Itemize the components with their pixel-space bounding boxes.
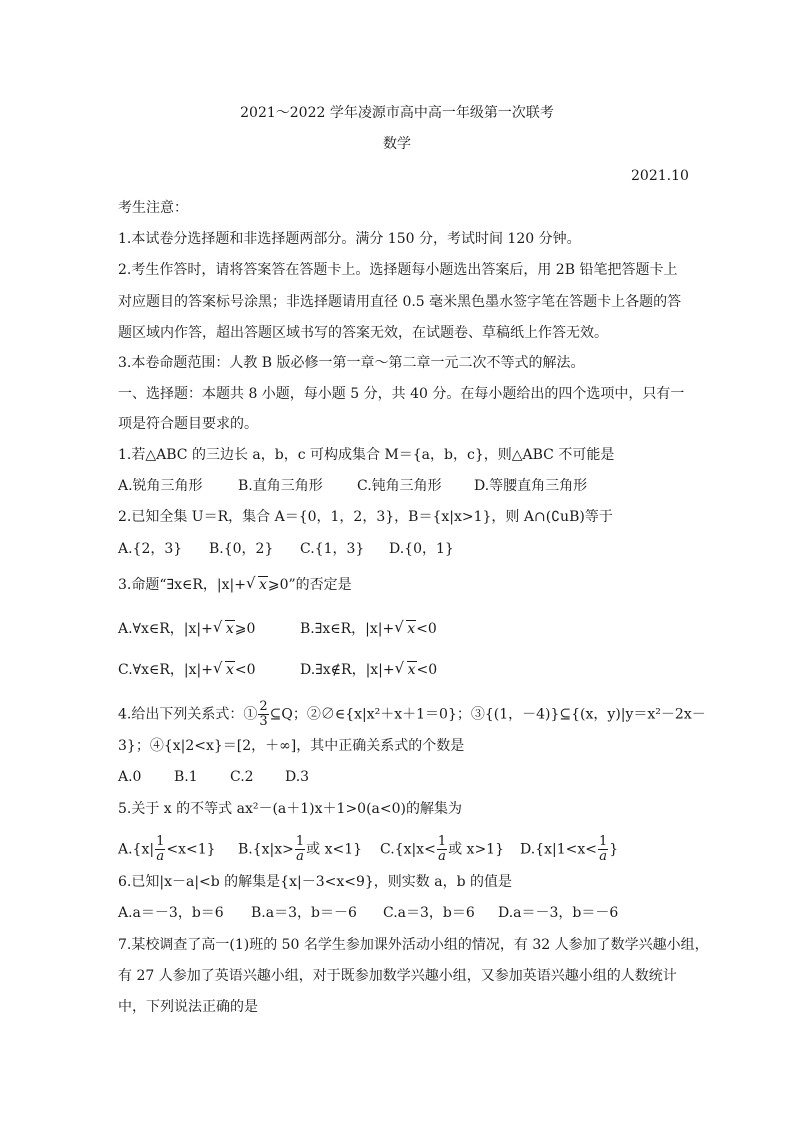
radicand: x <box>258 577 267 593</box>
question-7-stem: 7.某校调查了高一(1)班的 50 名学生参加课外活动小组的情况，有 32 人参加了数学兴趣小组， <box>118 937 709 953</box>
section-heading-cont: 项是符合题目要求的。 <box>118 416 258 432</box>
notice-heading: 考生注意： <box>118 200 188 216</box>
sqrt-symbol: √ x <box>213 660 235 680</box>
option-c: C.{x|x< $\frac{1}{a}$ 或 x>1} <box>380 834 504 864</box>
option-c: C.a＝3，b＝6 <box>383 905 475 921</box>
option-a: A.{2，3} <box>118 541 183 557</box>
option-c: C.钝角三角形 <box>357 478 442 494</box>
notice-item: 3.本卷命题范围：人教 B 版必修一第一章～第二章一元二次不等式的解法。 <box>118 355 585 371</box>
option-a: A.锐角三角形 <box>118 478 203 494</box>
sqrt-symbol: √ x <box>213 619 235 639</box>
sqrt-symbol <box>246 575 268 595</box>
exam-date: 2021.10 <box>631 168 689 184</box>
notice-item: 题区域内作答，超出答题区域书写的答案无效，在试题卷、草稿纸上作答无效。 <box>118 325 608 341</box>
option-b: B.直角三角形 <box>238 478 323 494</box>
sqrt-symbol: √ x <box>395 660 417 680</box>
option-b: B.1 <box>174 769 198 785</box>
option-d: D.3 <box>285 769 310 785</box>
exam-title: 2021～2022 学年凌源市高中高一年级第一次联考 <box>240 105 554 121</box>
fraction: $\frac{1}{a}$ <box>598 834 608 864</box>
option-c: C.{1，3} <box>300 541 365 557</box>
stem-text: 3.命题“∃x∈R，|x|+ <box>118 577 246 593</box>
subject-title: 数学 <box>383 136 411 152</box>
fraction: $\frac{1}{a}$ <box>295 834 305 864</box>
notice-item: 2.考生作答时，请将答案答在答题卡上。选择题每小题选出答案后，用 2B 铅笔把答题卡上 <box>118 262 678 278</box>
option-b: B.∃x∈R，|x|+√ x<0 <box>300 619 437 639</box>
question-4-stem-cont: 3}；④{x|2<x}＝[2，＋∞]，其中正确关系式的个数是 <box>118 738 465 754</box>
sqrt-symbol: √ x <box>394 619 416 639</box>
question-2-stem: 2.已知全集 U＝R，集合 A＝{0，1，2，3}，B＝{x|x>1}，则 A∩(∁uB)等于 <box>118 509 613 525</box>
fraction: $\frac{1}{a}$ <box>156 834 165 864</box>
option-a: A.{x| $\frac{1}{a}$ <x<1} <box>118 834 216 864</box>
option-b: B.{0，2} <box>209 541 274 557</box>
fraction: $\frac{2}{3}$ <box>259 699 268 729</box>
question-5-stem: 5.关于 x 的不等式 ax²－(a＋1)x＋1>0(a<0)的解集为 <box>118 801 462 817</box>
option-b: B.a＝3，b＝－6 <box>251 905 357 921</box>
option-b: B.{x|x> $\frac{1}{a}$ 或 x<1} <box>238 834 363 864</box>
question-1-stem: 1.若△ABC 的三边长 a，b，c 可构成集合 M＝{a，b，c}，则△ABC 不可能是 <box>118 447 615 463</box>
question-6-stem: 6.已知|x－a|<b 的解集是{x|－3<x<9}，则实数 a，b 的值是 <box>118 874 512 890</box>
option-d: D.{x|1<x< $\frac{1}{a}$ } <box>520 834 619 864</box>
option-d: D.等腰直角三角形 <box>474 478 588 494</box>
question-7-stem-cont: 中，下列说法正确的是 <box>118 999 258 1015</box>
option-a: A.a＝－3，b＝6 <box>118 905 224 921</box>
option-a: A.0 <box>118 769 142 785</box>
option-c: C.2 <box>230 769 254 785</box>
question-3-stem <box>118 575 352 595</box>
option-d: D.{0，1} <box>389 541 454 557</box>
option-c: C.∀x∈R，|x|+√ x<0 <box>118 660 256 680</box>
option-a: A.∀x∈R，|x|+√ x⩾0 <box>118 619 255 639</box>
section-heading: 一、选择题：本题共 8 小题，每小题 5 分，共 40 分。在每小题给出的四个选项中，只有一 <box>118 386 685 402</box>
notice-item: 1.本试卷分选择题和非选择题两部分。满分 150 分，考试时间 120 分钟。 <box>118 231 581 247</box>
option-d: D.a＝－3，b＝－6 <box>498 905 619 921</box>
stem-text: ⩾0”的否定是 <box>267 577 352 593</box>
question-7-stem-cont: 有 27 人参加了英语兴趣小组，对于既参加数学兴趣小组，又参加英语兴趣小组的人数统计 <box>118 968 677 984</box>
question-4-stem: 4.给出下列关系式：① $\frac{2}{3}$ ⊆Q；②∅∈{x|x²＋x＋1＝0}；③{(1，－4)}⊆{(x，y)|y＝x²－2x－ <box>118 699 706 729</box>
fraction: $\frac{1}{a}$ <box>437 834 447 864</box>
option-d: D.∃x∉R，|x|+√ x<0 <box>300 660 437 680</box>
notice-item: 对应题目的答案标号涂黑；非选择题请用直径 0.5 毫米黑色墨水签字笔在答题卡上各题的答 <box>118 294 682 310</box>
